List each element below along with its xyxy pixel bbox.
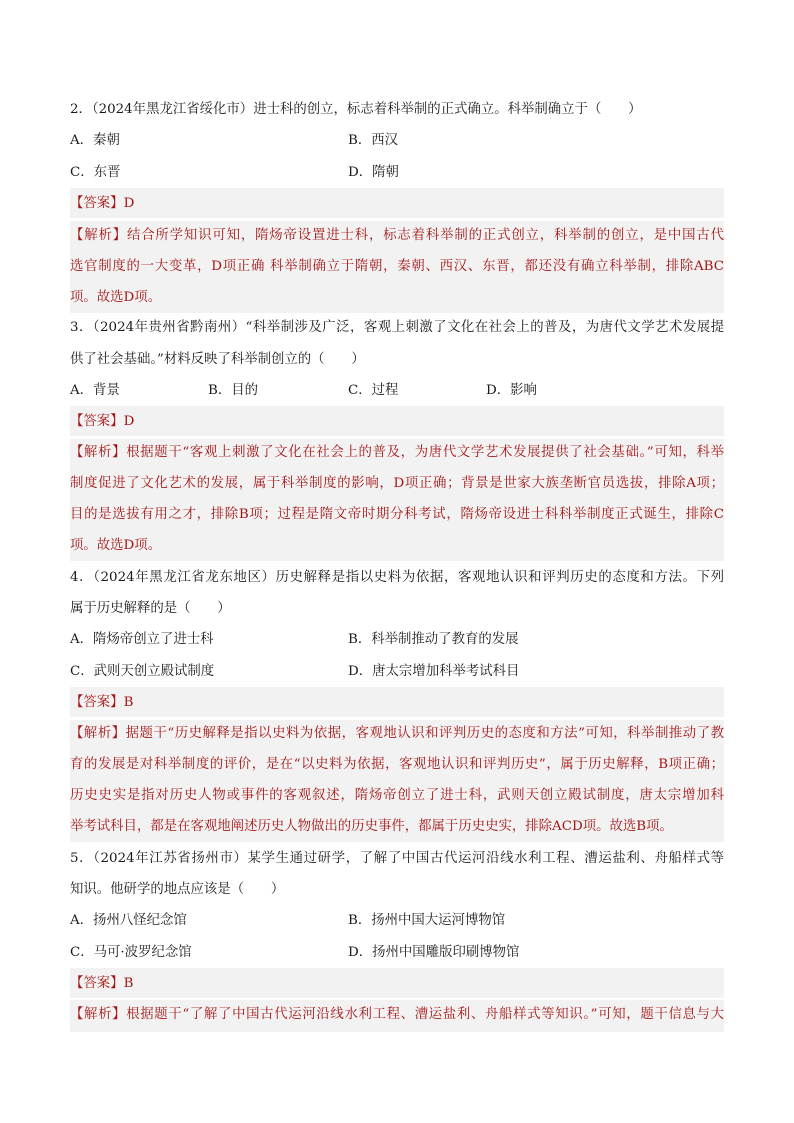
question-stem: 供了社会基础。”材料反映了科举制创立的（ ）: [70, 352, 365, 367]
analysis-line: [70, 443, 724, 463]
analysis-text: 项。故选D项。: [70, 290, 162, 305]
analysis-tag: 【解析】: [70, 1007, 127, 1022]
analysis-text: 项。故选D项。: [70, 538, 162, 553]
analysis-text: 据题干“历史解释是指以史料为依据，客观地认识和评判历史的态度和方法”可知，科举制推动了教: [125, 726, 724, 741]
analysis-line: [70, 226, 724, 246]
question-stem: 知识。他研学的地点应该是（ ）: [70, 882, 285, 897]
question-stem: 3．（2024年贵州省黔南州）“科举制涉及广泛，客观上刺激了文化在社会上的普及，为唐代文学艺术发展提: [70, 320, 724, 335]
option-b: B．扬州中国大运河博物馆: [348, 913, 506, 928]
option-b: B．科举制推动了教育的发展: [348, 632, 519, 647]
analysis-text: 举考试科目，都是在客观地阐述历史人物做出的历史事件，都属于历史史实，排除ACD项。故选B项。: [70, 819, 673, 834]
option-a: A．扬州八怪纪念馆: [70, 913, 187, 928]
analysis-line: [70, 724, 724, 744]
answer-tag: 【答案】: [70, 976, 124, 991]
option-a: A．背景: [70, 383, 120, 398]
answer-value: B: [123, 695, 134, 710]
analysis-tag: 【解析】: [70, 445, 127, 460]
option-a: A．秦朝: [70, 133, 120, 148]
option-b: B．目的: [208, 383, 259, 398]
option-c: C．东晋: [70, 165, 121, 180]
analysis-tag: 【解析】: [70, 228, 127, 243]
answer-value: D: [123, 196, 135, 211]
analysis-text: 选官制度的一大变革，D项正确 科举制确立于隋朝，秦朝、西汉、东晋，都还没有确立科举制，排除ABC: [70, 259, 724, 274]
answer-band: [70, 687, 724, 717]
question-stem: 4．（2024年黑龙江省龙东地区）历史解释是指以史料为依据，客观地认识和评判历史的态度和方法。下列: [70, 570, 724, 585]
answer-value: D: [123, 414, 135, 429]
option-b: B．西汉: [348, 133, 399, 148]
analysis-line: [70, 1005, 724, 1025]
option-c: C．过程: [348, 383, 399, 398]
option-c: C．马可·波罗纪念馆: [70, 945, 192, 960]
analysis-text: 育的发展是对科举制度的评价，是在“以史料为依据，客观地认识和评判历史”，属于历史解释，B项正确；: [70, 757, 724, 772]
analysis-text: 制度促进了文化艺术的发展，属于科举制度的影响，D项正确；背景是世家大族垄断官员选拔，排除A项；: [70, 476, 724, 491]
option-d: D．唐太宗增加科举考试科目: [348, 664, 520, 679]
option-d: D．影响: [486, 383, 537, 398]
analysis-text: 历史史实是指对历史人物或事件的客观叙述，隋炀帝创立了进士科，武则天创立殿试制度，唐太宗增加科: [70, 788, 724, 803]
answer-band: [70, 968, 724, 998]
question-stem: 5．（2024年江苏省扬州市）某学生通过研学，了解了中国古代运河沿线水利工程、漕运盐利、舟船样式等: [70, 851, 724, 866]
analysis-text: 根据题干“了解了中国古代运河沿线水利工程、漕运盐利、舟船样式等知识。”可知，题干信息与大: [126, 1007, 724, 1022]
answer-tag: 【答案】: [70, 695, 124, 710]
answer-line: [70, 194, 134, 214]
analysis-text: 结合所学知识可知，隋炀帝设置进士科，标志着科举制的正式创立，科举制的创立，是中国古代: [126, 228, 725, 243]
answer-tag: 【答案】: [70, 414, 124, 429]
answer-band: [70, 406, 724, 436]
answer-line: [70, 412, 134, 432]
question-stem: 2．（2024年黑龙江省绥化市）进士科的创立，标志着科举制的正式确立。科举制确立于（ ）: [70, 102, 642, 117]
analysis-text: 根据题干“客观上刺激了文化在社会上的普及，为唐代文学艺术发展提供了社会基础。”可知，科举: [126, 445, 724, 460]
option-d: D．隋朝: [348, 165, 399, 180]
analysis-text: 目的是选拔有用之才，排除B项；过程是隋文帝时期分科考试，隋炀帝设进士科科举制度正式诞生，排除C: [70, 507, 724, 522]
answer-line: [70, 974, 133, 994]
answer-line: [70, 693, 133, 713]
analysis-tag: 【解析】: [70, 726, 126, 741]
answer-value: B: [123, 976, 134, 991]
option-c: C．武则天创立殿试制度: [70, 664, 215, 679]
option-d: D．扬州中国雕版印刷博物馆: [348, 945, 520, 960]
question-stem: 属于历史解释的是（ ）: [70, 601, 231, 616]
answer-tag: 【答案】: [70, 196, 124, 211]
option-a: A．隋炀帝创立了进士科: [70, 632, 214, 647]
answer-band: [70, 188, 724, 218]
